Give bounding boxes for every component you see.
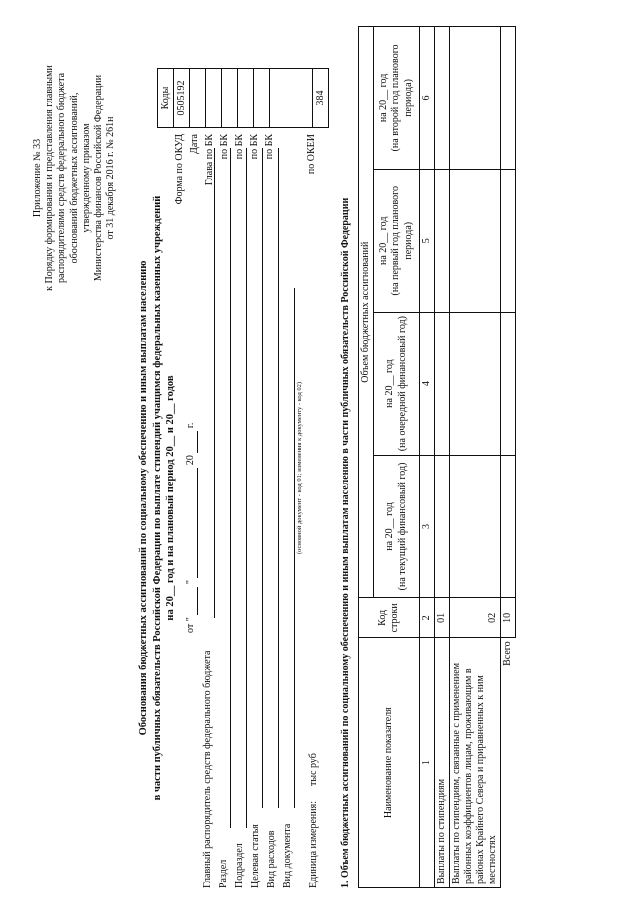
date-quote: " (185, 580, 196, 585)
code-value-chapter[interactable] (206, 69, 222, 127)
header-year-plan-1-line1: на 20__ год (377, 216, 389, 265)
field-line-expense-type[interactable] (278, 148, 279, 808)
field-label-target-item: Целевая статья (250, 824, 261, 888)
field-line-target-item[interactable] (262, 148, 263, 808)
column-number: 4 (420, 312, 435, 455)
units-label: Единица измерения: (308, 801, 319, 888)
total-value-cell[interactable] (501, 27, 516, 170)
row-value-cell[interactable] (435, 455, 450, 598)
header-year-next-line1: на 20__ год (384, 359, 395, 408)
row-name-stipends: Выплаты по стипендиям (435, 638, 450, 888)
appendix-header (32, 28, 117, 328)
codes-header: Коды (158, 69, 174, 127)
total-label: Всего (502, 641, 514, 666)
table-row (450, 27, 501, 888)
total-value-cell[interactable] (501, 312, 516, 455)
total-code-10: 10 (501, 598, 516, 638)
field-label-section: Раздел (218, 859, 229, 888)
header-indicator-name: Наименование показателя (359, 638, 420, 888)
row-name-regional-coefficients: Выплаты по стипендиям, связанные с применением районных коэффициентов лицам, проживающим в районах Крайнего Севера и приравненных к ним местностях (450, 638, 501, 888)
code-label-chapter: Глава по БК (204, 134, 215, 186)
code-label-bk-3: по БК (249, 134, 260, 160)
column-number: 2 (420, 598, 435, 638)
appendix-line: от 31 декабря 2016 г. № 261н (105, 116, 117, 240)
code-value-bk-4[interactable] (270, 69, 313, 127)
document-type-note: (основной документ - код 01; изменения к документу - код 02) (296, 381, 303, 555)
column-number: 1 (420, 638, 435, 888)
appendix-line: распорядителями средств федерального бюджета (56, 72, 68, 284)
row-value-cell[interactable] (450, 312, 501, 455)
rotated-form-sheet (22, 8, 618, 888)
column-number: 3 (420, 455, 435, 598)
header-year-next-line2: (на очередной финансовый год) (396, 316, 408, 452)
header-year-plan-2 (374, 27, 420, 170)
row-value-cell[interactable] (435, 312, 450, 455)
code-label-bk-4: по БК (264, 134, 275, 160)
header-year-plan-2-line1: на 20__ год (377, 73, 389, 123)
title-line: в части публичных обязательств Российской Федерации по выплате стипендий учащимся федеральных казенных учреждений (151, 195, 163, 801)
date-month-field[interactable] (185, 468, 198, 578)
appendix-line: Министерства финансов Российской Федерации (92, 74, 104, 282)
date-line (185, 313, 198, 633)
field-label-main-manager: Главный распорядитель средств федерального бюджета (202, 650, 213, 888)
codes-box (157, 68, 329, 128)
date-day-field[interactable] (185, 587, 198, 615)
total-value-cell[interactable] (501, 169, 516, 312)
row-value-cell[interactable] (450, 169, 501, 312)
table-row (435, 27, 450, 888)
date-year-prefix: 20 (185, 455, 196, 466)
field-line-section[interactable] (230, 148, 231, 828)
row-value-cell[interactable] (450, 27, 501, 170)
code-value-okei: 384 (315, 90, 326, 106)
code-value-bk-2[interactable] (238, 69, 254, 127)
code-value-bk-3[interactable] (254, 69, 270, 127)
appendix-line: к Порядку формирования и представления главными (44, 65, 56, 291)
field-line-subsection[interactable] (246, 148, 247, 828)
field-label-expense-type: Вид расходов (266, 830, 277, 888)
code-label-okud: Форма по ОКУД (174, 134, 185, 205)
header-allocations-group: Объем бюджетных ассигнований (359, 27, 374, 598)
header-year-plan-2-line2: (на второй год планового периода) (390, 44, 414, 152)
date-suffix: г. (185, 422, 196, 429)
total-value-cell[interactable] (501, 455, 516, 598)
header-row-code: Код строки (359, 598, 420, 638)
column-number: 5 (420, 169, 435, 312)
header-year-current-line1: на 20__ год (384, 502, 395, 551)
title-line: на 20__ год и на плановый период 20__ и 20__ годов (165, 375, 177, 621)
field-label-document-type: Вид документа (282, 823, 293, 888)
table-row-total (501, 27, 516, 888)
date-prefix: от " (185, 617, 196, 633)
row-code-02: 02 (450, 598, 501, 638)
units-value: тыс руб (308, 753, 319, 786)
header-year-current-line2: (на текущий финансовый год) (396, 462, 408, 591)
appendix-line: утвержденному приказом (80, 123, 92, 233)
code-value-date[interactable] (190, 69, 206, 127)
code-label-bk-1: по БК (219, 134, 230, 160)
header-year-next (374, 312, 420, 455)
code-label-okei: по ОКЕИ (306, 134, 317, 175)
allocations-table (358, 26, 516, 888)
field-label-subsection: Подраздел (234, 843, 245, 888)
appendix-line: Приложение № 33 (32, 138, 43, 218)
row-value-cell[interactable] (435, 27, 450, 170)
date-year-field[interactable] (185, 431, 198, 453)
row-code-01: 01 (435, 598, 450, 638)
header-year-plan-1-line2: (на первый год планового периода) (390, 186, 414, 296)
header-year-plan-1 (374, 169, 420, 312)
code-value-bk-1[interactable] (222, 69, 238, 127)
title-line: Обоснования бюджетных ассигнований по социальному обеспечению и иным выплатам населению (138, 260, 149, 736)
row-value-cell[interactable] (450, 455, 501, 598)
document-title (137, 188, 178, 808)
section-1-title: 1. Объем бюджетных ассигнований по социальному обеспечению и иным выплатам населению в части публичных обязательств Российской Федерации (340, 197, 351, 888)
row-value-cell[interactable] (435, 169, 450, 312)
code-value-okud: 0505192 (174, 69, 190, 127)
field-line-document-type[interactable] (294, 288, 295, 808)
code-label-date: Дата (189, 134, 200, 154)
header-year-current (374, 455, 420, 598)
appendix-line: обоснований бюджетных ассигнований, (68, 92, 80, 264)
code-label-bk-2: по БК (234, 134, 245, 160)
units-line (308, 753, 320, 888)
column-number: 6 (420, 27, 435, 170)
